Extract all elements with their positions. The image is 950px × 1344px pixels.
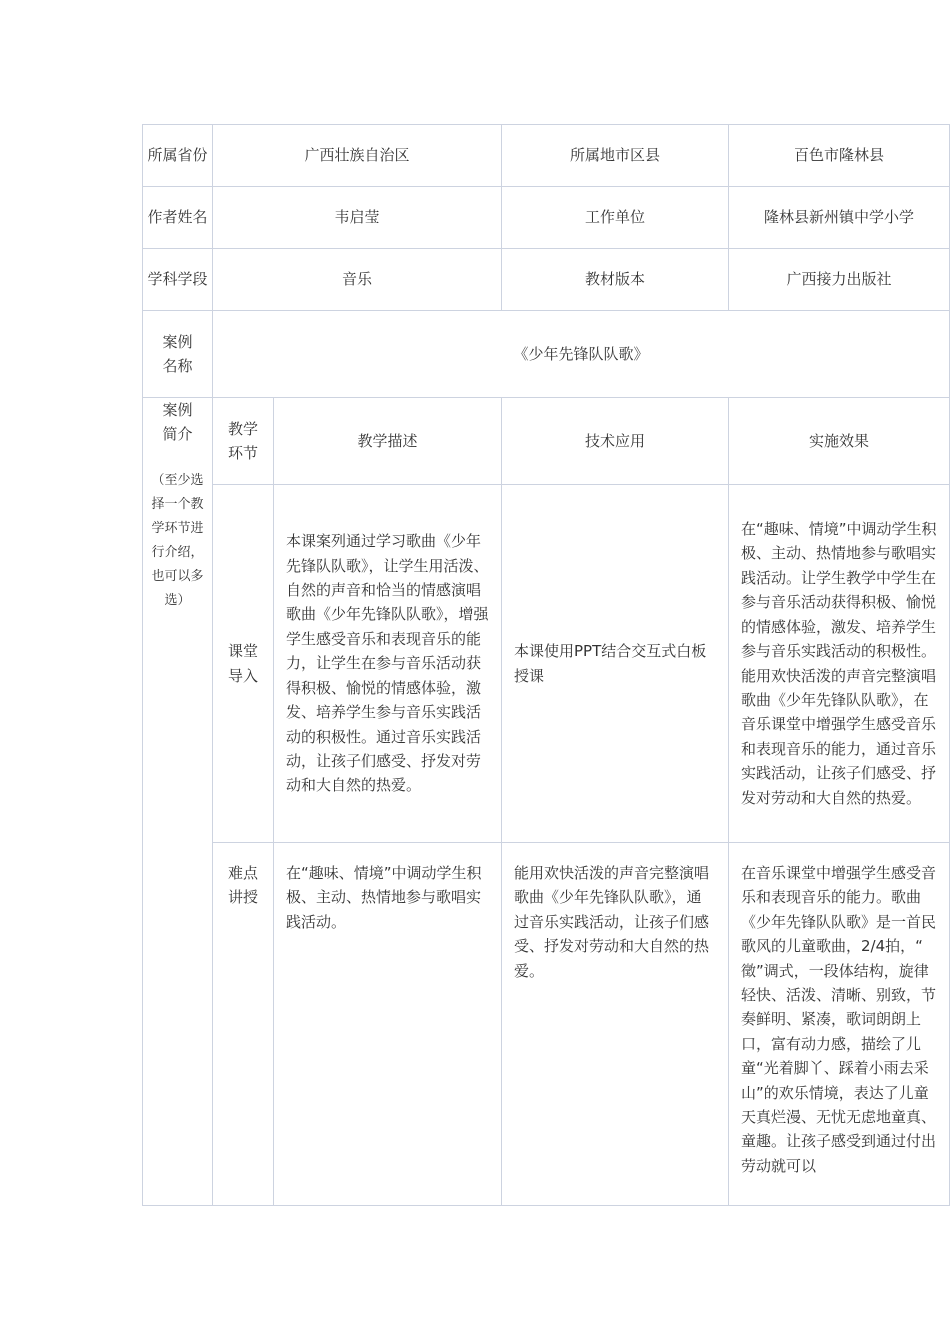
effect-text: 在“趣味、情境”中调动学生积极、主动、热情地参与歌唱实践活动。让学生教学中学生在参与音乐活动获得积极、愉悦的情感体验，激发、培养学生参与音乐实践活动的积极性。能用欢快活泼的声音完整演唱歌曲《少年先锋队队歌》，在音乐课堂中增强学生感受音乐和表现音乐的能力，通过音乐实践活动，让孩子们感受、抒发对劳动和大自然的热爱。 [741,520,937,807]
subject-value: 音乐 [213,249,502,311]
description-cell [274,485,502,843]
technology-cell [502,843,729,1206]
technology-cell [502,485,729,843]
effect-cell [729,485,950,843]
edition-label: 教材版本 [502,249,729,311]
case-name-label: 案例名称 [162,332,193,375]
city-value: 百色市隆林县 [729,125,950,187]
province-value: 广西壮族自治区 [213,125,502,187]
technology-header: 技术应用 [502,398,729,485]
edition-value: 广西接力出版社 [729,249,950,311]
effect-text: 在音乐课堂中增强学生感受音乐和表现音乐的能力。歌曲《少年先锋队队歌》是一首民歌风的儿童歌曲，2/4拍，“ 徵”调式，一段体结构，旋律轻快、活泼、清晰、别致，节奏鲜明、紧凑，歌词朗朗上口，富有动力感，描绘了儿童“光着脚丫、踩着小雨去采山”的欢乐情境，表达了儿童天真烂漫、无忧无虑地童真、童趣。让孩子感受到通过付出劳动就可以 [741,864,937,1175]
subject-label: 学科学段 [143,249,213,311]
author-label: 作者姓名 [143,187,213,249]
author-row [143,187,950,249]
description-header: 教学描述 [274,398,502,485]
case-info-table [142,124,950,1206]
case-intro-label: 案例简介 [162,401,193,444]
province-row [143,125,950,187]
stage-header: 教学环节 [227,419,258,462]
author-value: 韦启莹 [213,187,502,249]
city-label: 所属地市区县 [502,125,729,187]
case-name-row [143,311,950,398]
province-label: 所属省份 [143,125,213,187]
description-text: 在“趣味、情境”中调动学生积极、主动、热情地参与歌唱实践活动。 [286,864,482,931]
stage-cell [213,485,274,843]
stage-cell [213,843,274,1206]
technology-text: 本课使用PPT结合交互式白板授课 [514,642,707,685]
technology-text: 能用欢快活泼的声音完整演唱歌曲《少年先锋队队歌》，通过音乐实践活动，让孩子们感受、抒发对劳动和大自然的热爱。 [514,864,710,980]
section-header-row [143,398,950,485]
description-cell [274,843,502,1206]
subject-row [143,249,950,311]
case-name-value: 《少年先锋队队歌》 [213,311,950,398]
unit-label: 工作单位 [502,187,729,249]
case-intro-cell [143,398,213,1206]
stage-label: 课堂导入 [227,642,258,685]
unit-value: 隆林县新州镇中学小学 [729,187,950,249]
stage-header-cell [213,398,274,485]
effect-header: 实施效果 [729,398,950,485]
stage-label: 难点讲授 [227,864,258,907]
description-text: 本课案列通过学习歌曲《少年先锋队队歌》，让学生用活泼、自然的声音和恰当的情感演唱歌曲《少年先锋队队歌》，增强学生感受音乐和表现音乐的能力，让学生在参与音乐活动获得积极、愉悦的情感体验，激发、培养学生参与音乐实践活动的积极性。通过音乐实践活动，让孩子们感受、抒发对劳动和大自然的热爱。 [286,532,489,795]
case-intro-note: （至少选择一个教学环节进行介绍，也可以多选） [151,472,204,608]
stage-row [143,843,950,1206]
case-name-label-cell [143,311,213,398]
stage-row [143,485,950,843]
effect-cell [729,843,950,1206]
